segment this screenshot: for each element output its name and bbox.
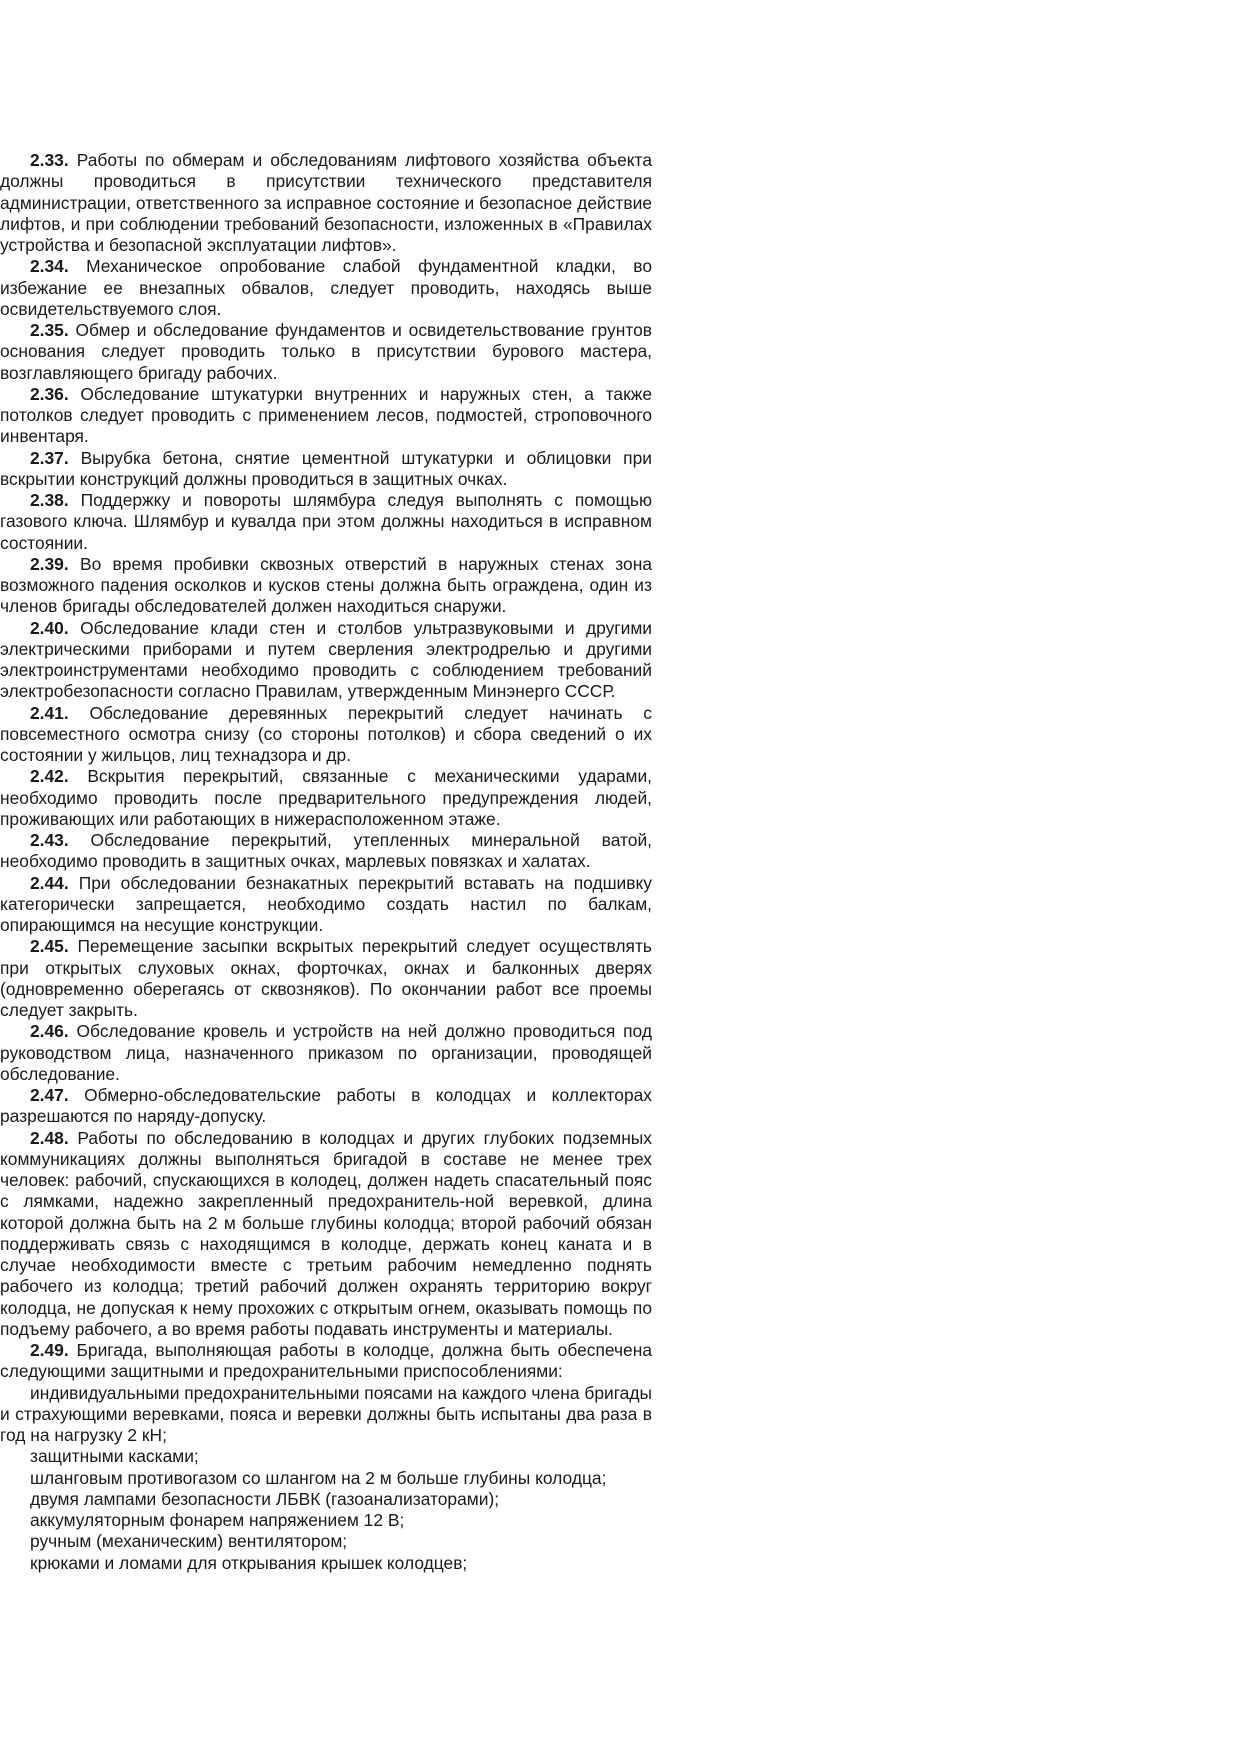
clause-number: 2.48.	[30, 1127, 69, 1148]
paragraph-2-38	[0, 490, 652, 554]
list-item-flashlight	[0, 1510, 652, 1531]
paragraph-2-39	[0, 554, 652, 618]
paragraph-2-46	[0, 1021, 652, 1085]
clause-text: Обследование деревянных перекрытий следует начинать с повсеместного осмотра снизу (со стороны потолков) и сбора сведений о их состоянии у жильцов, лиц технадзора и др.	[0, 702, 652, 765]
clause-number: 2.35.	[30, 320, 69, 340]
document-page	[0, 150, 652, 1574]
clause-number: 2.37.	[30, 447, 69, 468]
clause-text: При обследовании безнакатных перекрытий вставать на подшивку категорически запрещается, необходимо создать настил по балкам, опирающимся на несущие конструкции.	[0, 872, 652, 935]
list-item-helmets	[0, 1446, 652, 1467]
clause-text: Бригада, выполняющая работы в колодце, должна быть обеспечена следующими защитными и предохранительными приспособлениями:	[0, 1340, 652, 1382]
clause-number: 2.43.	[30, 830, 69, 850]
clause-number: 2.33.	[30, 150, 69, 170]
list-item-text: шланговым противогазом со шлангом на 2 м больше глубины колодца;	[30, 1467, 607, 1488]
paragraph-2-36	[0, 384, 652, 448]
paragraph-2-47	[0, 1085, 652, 1128]
clause-text: Работы по обмерам и обследованиям лифтового хозяйства объекта должны проводиться в присутствии технического представителя администрации, ответственного за исправное состояние и безопасное действие лифтов, и при соблюдении требований безопасности, изложенных в «Правилах устройства и безопасной эксплуатации лифтов».	[0, 150, 652, 255]
paragraph-2-37	[0, 448, 652, 491]
list-item-fan	[0, 1531, 652, 1552]
paragraph-2-45	[0, 936, 652, 1021]
paragraph-2-44	[0, 873, 652, 937]
clause-number: 2.47.	[30, 1085, 69, 1105]
list-item-text: защитными касками;	[30, 1446, 199, 1467]
clause-text: Обмерно-обследовательские работы в колодцах и коллекторах разрешаются по наряду-допуску.	[0, 1085, 652, 1127]
clause-text: Вырубка бетона, снятие цементной штукатурки и облицовки при вскрытии конструкций должны проводиться в защитных очках.	[0, 447, 652, 489]
clause-text: Во время пробивки сквозных отверстий в наружных стенах зона возможного падения осколков и кусков стены должна быть ограждена, один из членов бригады обследователей должен находиться снаружи.	[0, 553, 652, 617]
clause-text: Вскрытия перекрытий, связанные с механическими ударами, необходимо проводить после предварительного предупреждения людей, проживающих или работающих в нижерасположенном этаже.	[0, 766, 652, 829]
list-item-lamps	[0, 1489, 652, 1510]
list-item-text: двумя лампами безопасности ЛБВК (газоанализаторами);	[30, 1488, 500, 1509]
paragraph-2-34	[0, 256, 652, 320]
clause-text: Обследование штукатурки внутренних и наружных стен, а также потолков следует проводить с применением лесов, подмостей, строповочного инвентаря.	[0, 383, 652, 447]
clause-number: 2.41.	[30, 702, 69, 723]
clause-number: 2.36.	[30, 383, 69, 404]
clause-number: 2.44.	[30, 872, 69, 893]
clause-text: Обследование кровель и устройств на ней должно проводиться под руководством лица, назначенного приказом по организации, проводящей обследование.	[0, 1021, 652, 1084]
clause-number: 2.34.	[30, 256, 69, 277]
clause-text: Механическое опробование слабой фундаментной кладки, во избежание ее внезапных обвалов, следует проводить, находясь выше освидетельствуемого слоя.	[0, 256, 652, 319]
paragraph-2-42	[0, 766, 652, 830]
paragraph-2-40	[0, 618, 652, 703]
list-item-gas-mask	[0, 1468, 652, 1489]
paragraph-2-33	[0, 150, 652, 256]
clause-number: 2.46.	[30, 1021, 69, 1042]
clause-text: Обследование клади стен и столбов ультразвуковыми и другими электрическими приборами и путем сверления электродрелью и другими электроинструментами необходимо проводить с соблюдением требований электробезопасности согласно Правилам, утвержденным Минэнерго СССР.	[0, 617, 652, 702]
clause-text: Работы по обследованию в колодцах и других глубоких подземных коммуникациях должны выполняться бригадой в составе не менее трех человек: рабочий, спускающихся в колодец, должен надеть спасательный пояс с лямками, надежно закрепленный предохранитель-ной веревкой, длина которой должна быть на 2 м больше глубины колодца; второй рабочий обязан поддерживать связь с находящимся в колодце, держать конец каната и в случае необходимости вместе с третьим рабочим немедленно поднять рабочего из колодца; третий рабочий должен охранять территорию вокруг колодца, не допуская к нему прохожих с открытым огнем, оказывать помощь по подъему рабочего, а во время работы подавать инструменты и материалы.	[0, 1127, 652, 1339]
clause-text: Поддержку и повороты шлямбура следуя выполнять с помощью газового ключа. Шлямбур и кувалда при этом должны находиться в исправном состоянии.	[0, 490, 652, 553]
clause-number: 2.49.	[30, 1340, 69, 1360]
clause-number: 2.45.	[30, 936, 69, 957]
list-item-hooks	[0, 1553, 652, 1574]
clause-text: Перемещение засыпки вскрытых перекрытий следует осуществлять при открытых слуховых окнах, форточках, окнах и балконных дверях (одновременно оберегаясь от сквозняков). По окончании работ все проемы следует закрыть.	[0, 936, 652, 1020]
paragraph-2-48	[0, 1128, 652, 1341]
paragraph-2-43	[0, 830, 652, 873]
paragraph-2-35	[0, 320, 652, 384]
clause-number: 2.42.	[30, 766, 69, 787]
list-item-text: аккумуляторным фонарем напряжением 12 В;	[30, 1510, 405, 1530]
list-item-text: ручным (механическим) вентилятором;	[30, 1531, 348, 1552]
clause-number: 2.40.	[30, 617, 69, 638]
list-item-text: крюками и ломами для открывания крышек колодцев;	[30, 1552, 468, 1573]
list-item-text: индивидуальными предохранительными поясами на каждого члена бригады и страхующими веревками, пояса и веревки должны быть испытаны два раза в год на нагрузку 2 кН;	[0, 1382, 652, 1445]
clause-text: Обследование перекрытий, утепленных минеральной ватой, необходимо проводить в защитных очках, марлевых повязках и халатах.	[0, 830, 652, 872]
list-item-belts	[0, 1383, 652, 1447]
clause-number: 2.38.	[30, 490, 69, 510]
paragraph-2-41	[0, 703, 652, 767]
paragraph-2-49	[0, 1340, 652, 1383]
clause-number: 2.39.	[30, 553, 69, 574]
clause-text: Обмер и обследование фундаментов и освидетельствование грунтов основания следует проводить только в присутствии бурового мастера, возглавляющего бригаду рабочих.	[0, 320, 652, 383]
